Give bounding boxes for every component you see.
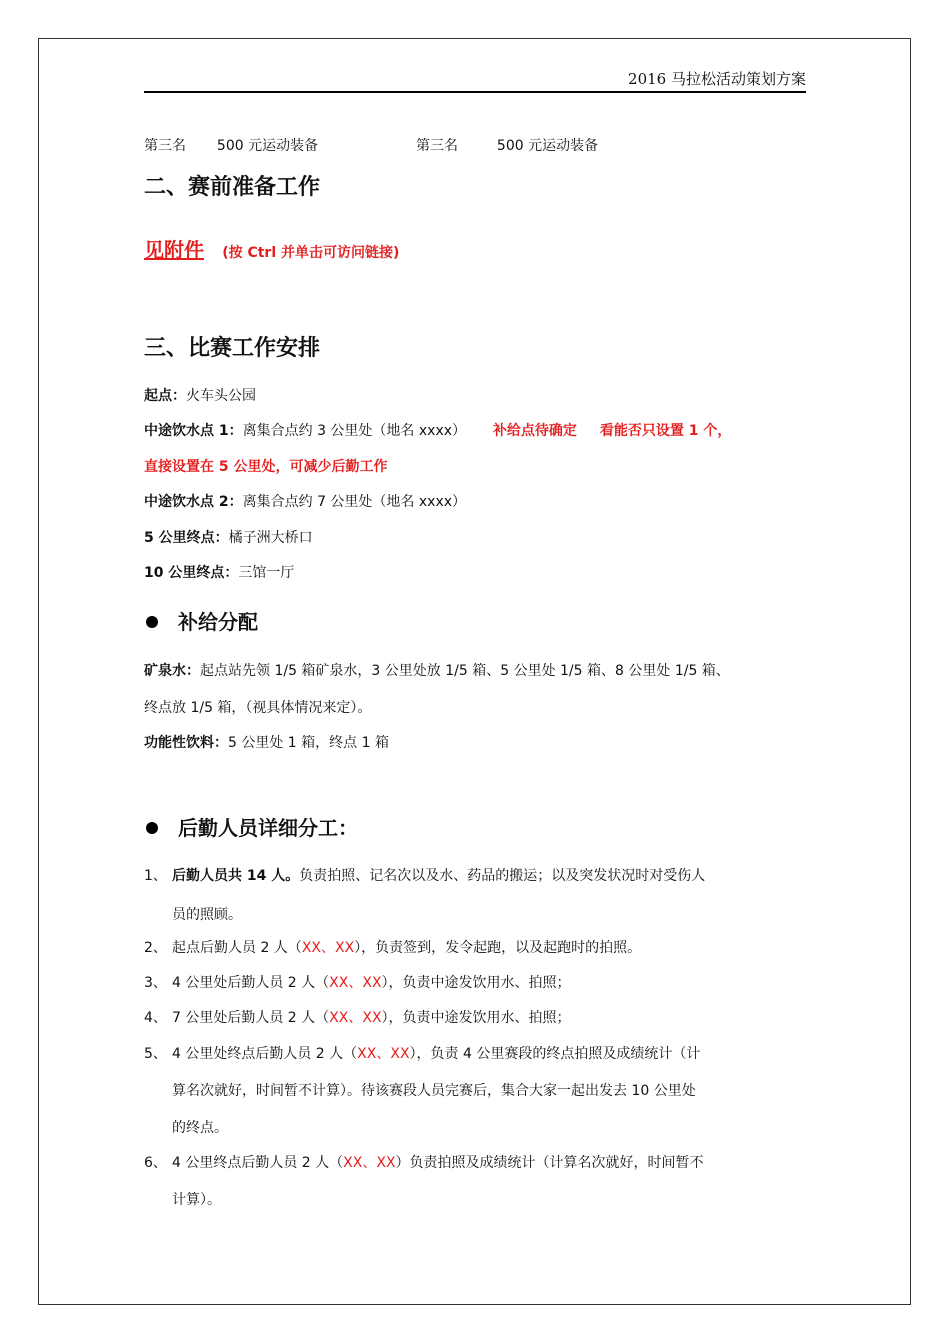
staff-item-cont: 算名次就好，时间暂不计算）。待该赛段人员完赛后，集合大家一起出发去 10 公里处: [172, 1083, 696, 1099]
item-text: 4 公里处终点后勤人员 2 人（: [172, 1046, 358, 1062]
item-number: 5、: [144, 1046, 167, 1062]
finish-10k-row: [144, 562, 294, 582]
section-heading-race-arrangement: 三、比赛工作安排: [144, 336, 321, 361]
finish-5k-value: 橘子洲大桥口: [228, 530, 313, 546]
start-label: 起点：: [144, 388, 186, 404]
water-point-2-label: 中途饮水点 2：: [144, 494, 243, 510]
mineral-water-value: 起点站先领 1/5 箱矿泉水，3 公里处放 1/5 箱、5 公里处 1/5 箱、8 公里处 1/5 箱、: [200, 663, 730, 679]
item-text: 4 公里处后勤人员 2 人（: [172, 975, 330, 991]
staff-names: XX、XX: [329, 975, 382, 991]
header-rule: [144, 91, 806, 93]
item-text: ）负责拍照及成绩统计（计算名次就好，时间暂不: [395, 1155, 704, 1171]
staff-total: 后勤人员共 14 人。: [172, 868, 300, 884]
start-value: 火车头公园: [186, 388, 256, 404]
supply-heading: [146, 606, 258, 635]
bullet-icon: [146, 616, 158, 628]
item-number: 1、: [144, 868, 167, 884]
item-text: 4 公里终点后勤人员 2 人（: [172, 1155, 344, 1171]
item-text: ），负责签到，发令起跑，以及起跑时的拍照。: [354, 940, 642, 956]
start-point-row: [144, 385, 256, 405]
finish-10k-label: 10 公里终点：: [144, 565, 239, 581]
page-header-title: 2016 马拉松活动策划方案: [628, 70, 806, 88]
finish-10k-value: 三馆一厅: [238, 565, 295, 581]
supply-heading-text: 补给分配: [178, 610, 258, 634]
staff-names: XX、XX: [357, 1046, 410, 1062]
attachment-link[interactable]: 见附件: [144, 238, 204, 262]
prize-line-right: [416, 135, 598, 155]
sports-drink-value: 5 公里处 1 箱，终点 1 箱: [228, 735, 389, 751]
item-number: 6、: [144, 1155, 167, 1171]
staff-item: [144, 1007, 571, 1027]
staff-heading-text: 后勤人员详细分工：: [178, 816, 358, 840]
item-number: 4、: [144, 1010, 167, 1026]
staff-names: XX、XX: [301, 940, 355, 956]
staff-item: [144, 937, 641, 957]
item-text: 负责拍照、记名次以及水、药品的搬运；以及突发状况时对受伤人: [299, 868, 706, 884]
staff-item: [144, 1152, 704, 1172]
attachment-link-row: [144, 234, 399, 263]
staff-names: XX、XX: [329, 1010, 382, 1026]
sports-drink-row: [144, 732, 389, 752]
water-point-1-label: 中途饮水点 1：: [144, 423, 243, 439]
item-text: ），负责中途发饮用水、拍照；: [381, 975, 571, 991]
item-text: 7 公里处后勤人员 2 人（: [172, 1010, 330, 1026]
supply-note-b: 看能否只设置 1 个，: [599, 423, 732, 439]
staff-item-cont: 的终点。: [172, 1120, 228, 1136]
item-text: 起点后勤人员 2 人（: [172, 940, 302, 956]
prize-value: 500 元运动装备: [216, 138, 319, 154]
supply-note-a: 补给点待确定: [492, 423, 577, 439]
water-point-1-value: 离集合点约 3 公里处（地名 xxxx）: [242, 423, 467, 439]
staff-heading: [146, 812, 358, 841]
water-point-2-row: [144, 491, 466, 511]
finish-5k-row: [144, 527, 313, 547]
staff-names: XX、XX: [343, 1155, 396, 1171]
water-point-2-value: 离集合点约 7 公里处（地名 xxxx）: [242, 494, 467, 510]
item-number: 2、: [144, 940, 167, 956]
mineral-water-row: [144, 660, 730, 680]
prize-line-left: [144, 135, 318, 155]
finish-5k-label: 5 公里终点：: [144, 530, 229, 546]
rank-label: 第三名: [144, 138, 186, 154]
item-text: ），负责 4 公里赛段的终点拍照及成绩统计（计: [409, 1046, 701, 1062]
item-text: ），负责中途发饮用水、拍照；: [381, 1010, 571, 1026]
staff-item-cont: 员的照顾。: [172, 907, 242, 923]
staff-item-cont: 计算）。: [172, 1192, 221, 1208]
water-point-1-row: [144, 420, 731, 440]
item-number: 3、: [144, 975, 167, 991]
mineral-water-cont: 终点放 1/5 箱，（视具体情况来定）。: [144, 700, 372, 716]
mineral-water-label: 矿泉水：: [144, 663, 200, 679]
rank-label: 第三名: [416, 138, 458, 154]
attachment-link-note: (按 Ctrl 并单击可访问链接): [222, 245, 400, 261]
bullet-icon: [146, 822, 158, 834]
sports-drink-label: 功能性饮料：: [144, 735, 228, 751]
section-heading-preparation: 二、赛前准备工作: [144, 175, 321, 200]
staff-item: [144, 865, 705, 885]
prize-value: 500 元运动装备: [496, 138, 599, 154]
staff-item: [144, 1043, 700, 1063]
supply-note-c: 直接设置在 5 公里处，可减少后勤工作: [144, 459, 388, 475]
staff-item: [144, 972, 571, 992]
